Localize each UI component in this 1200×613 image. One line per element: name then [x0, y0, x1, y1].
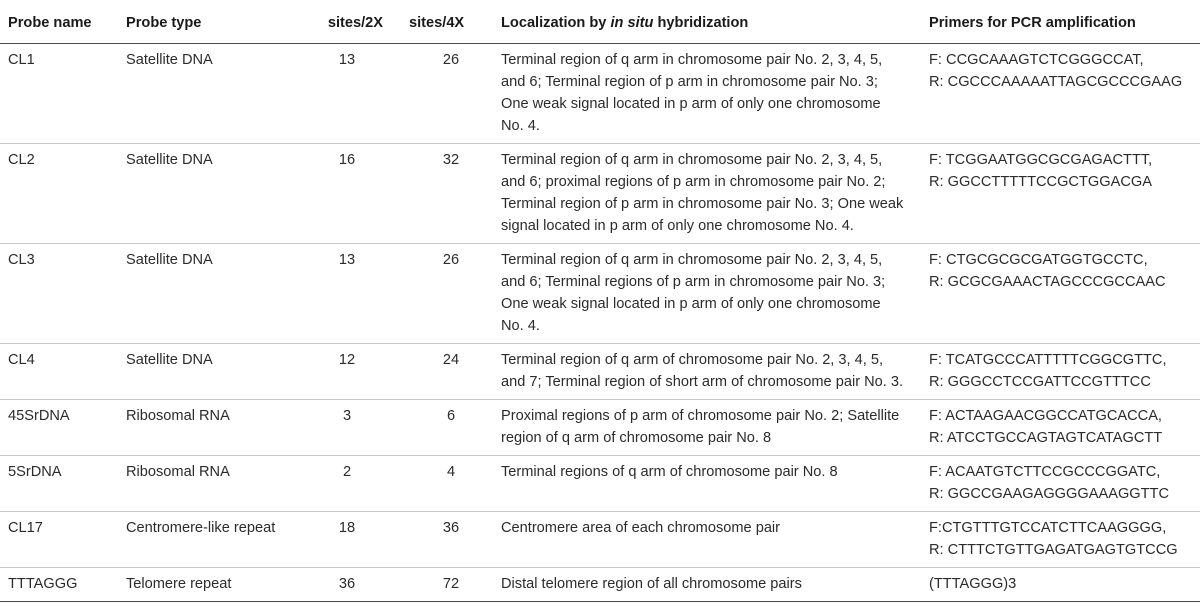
- cell-probe-type: Centromere-like repeat: [118, 512, 293, 568]
- primer-forward: F: CTGCGCGCGATGGTGCCTC,: [929, 252, 1148, 268]
- cell-primers: [921, 456, 1200, 512]
- cell-sites-4x: 32: [401, 144, 501, 244]
- header-probe-name: Probe name: [0, 0, 118, 44]
- cell-sites-4x: 72: [401, 568, 501, 602]
- cell-localization: Terminal region of q arm in chromosome pair No. 2, 3, 4, 5, and 6; proximal regions of p arm in chromosome pair No. 2; Terminal region of p arm in chromosome pair No. 3; One weak signal located in p arm of only one chromosome No. 4.: [501, 144, 921, 244]
- cell-probe-type: Ribosomal RNA: [118, 400, 293, 456]
- cell-sites-2x: 18: [293, 512, 401, 568]
- cell-sites-2x: 13: [293, 244, 401, 344]
- header-localization-post: hybridization: [653, 15, 749, 31]
- cell-primers: [921, 568, 1200, 602]
- cell-localization: Terminal region of q arm in chromosome pair No. 2, 3, 4, 5, and 6; Terminal regions of p arm in chromosome pair No. 3; One weak signal located in p arm of only one chromosome No. 4.: [501, 244, 921, 344]
- primer-reverse: R: GGCCGAAGAGGGGAAAGGTTC: [929, 486, 1170, 502]
- primer-forward: F: TCGGAATGGCGCGAGACTTT,: [929, 152, 1153, 168]
- cell-primers: [921, 244, 1200, 344]
- cell-sites-2x: 36: [293, 568, 401, 602]
- cell-probe-type: Telomere repeat: [118, 568, 293, 602]
- table-row: [0, 456, 1200, 512]
- cell-primers: [921, 144, 1200, 244]
- cell-localization: Distal telomere region of all chromosome pairs: [501, 568, 921, 602]
- primer-forward: F: ACAATGTCTTCCGCCCGGATC,: [929, 464, 1161, 480]
- cell-localization: Terminal region of q arm in chromosome pair No. 2, 3, 4, 5, and 6; Terminal region of p arm in chromosome pair No. 3; One weak signal located in p arm of only one chromosome No. 4.: [501, 44, 921, 144]
- table-row: [0, 44, 1200, 144]
- cell-probe-type: Satellite DNA: [118, 344, 293, 400]
- primer-reverse: R: ATCCTGCCAGTAGTCATAGCTT: [929, 430, 1163, 446]
- cell-probe-type: Ribosomal RNA: [118, 456, 293, 512]
- header-localization: [501, 0, 921, 44]
- table-row: [0, 344, 1200, 400]
- table-row: [0, 400, 1200, 456]
- cell-sites-2x: 16: [293, 144, 401, 244]
- header-row: [0, 0, 1200, 44]
- cell-sites-2x: 2: [293, 456, 401, 512]
- cell-localization: Centromere area of each chromosome pair: [501, 512, 921, 568]
- header-sites-4x: sites/4X: [401, 0, 501, 44]
- cell-primers: [921, 44, 1200, 144]
- table-row: [0, 244, 1200, 344]
- cell-probe-name: CL3: [0, 244, 118, 344]
- cell-sites-4x: 24: [401, 344, 501, 400]
- cell-probe-name: CL17: [0, 512, 118, 568]
- table-body: [0, 44, 1200, 602]
- primer-reverse: R: GCGCGAAACTAGCCCGCCAAC: [929, 274, 1166, 290]
- table-row: [0, 568, 1200, 602]
- cell-probe-type: Satellite DNA: [118, 244, 293, 344]
- cell-sites-4x: 36: [401, 512, 501, 568]
- header-localization-pre: Localization by: [501, 15, 611, 31]
- cell-sites-2x: 12: [293, 344, 401, 400]
- primer-forward: F: TCATGCCCATTTTTCGGCGTTC,: [929, 352, 1167, 368]
- cell-probe-name: CL1: [0, 44, 118, 144]
- cell-localization: Terminal region of q arm of chromosome pair No. 2, 3, 4, 5, and 7; Terminal region of short arm of chromosome pair No. 3.: [501, 344, 921, 400]
- cell-sites-4x: 26: [401, 244, 501, 344]
- cell-primers: [921, 344, 1200, 400]
- header-probe-type: Probe type: [118, 0, 293, 44]
- primer-forward: F: CCGCAAAGTCTCGGGCCAT,: [929, 52, 1144, 68]
- cell-sites-4x: 6: [401, 400, 501, 456]
- primer-reverse: R: GGGCCTCCGATTCCGTTTCC: [929, 374, 1151, 390]
- primer-reverse: R: GGCCTTTTTCCGCTGGACGA: [929, 174, 1152, 190]
- table-row: [0, 144, 1200, 244]
- cell-sites-4x: 4: [401, 456, 501, 512]
- cell-probe-type: Satellite DNA: [118, 44, 293, 144]
- header-localization-em: in situ: [610, 15, 654, 31]
- table-row: [0, 512, 1200, 568]
- cell-probe-type: Satellite DNA: [118, 144, 293, 244]
- cell-sites-4x: 26: [401, 44, 501, 144]
- primer-reverse: R: CGCCCAAAAATTAGCGCCCGAAG: [929, 74, 1183, 90]
- header-primers: Primers for PCR amplification: [921, 0, 1200, 44]
- cell-probe-name: 5SrDNA: [0, 456, 118, 512]
- cell-probe-name: TTTAGGG: [0, 568, 118, 602]
- primer-forward: F: ACTAAGAACGGCCATGCACCA,: [929, 408, 1162, 424]
- primer-forward: (TTTAGGG)3: [929, 576, 1017, 592]
- cell-sites-2x: 13: [293, 44, 401, 144]
- table-header: [0, 0, 1200, 44]
- cell-sites-2x: 3: [293, 400, 401, 456]
- cell-localization: Terminal regions of q arm of chromosome pair No. 8: [501, 456, 921, 512]
- header-sites-2x: sites/2X: [293, 0, 401, 44]
- primer-forward: F:CTGTTTGTCCATCTTCAAGGGG,: [929, 520, 1167, 536]
- cell-primers: [921, 512, 1200, 568]
- cell-probe-name: CL4: [0, 344, 118, 400]
- cell-primers: [921, 400, 1200, 456]
- cell-probe-name: 45SrDNA: [0, 400, 118, 456]
- cell-probe-name: CL2: [0, 144, 118, 244]
- primer-reverse: R: CTTTCTGTTGAGATGAGTGTCCG: [929, 542, 1178, 558]
- cell-localization: Proximal regions of p arm of chromosome pair No. 2; Satellite region of q arm of chromosome pair No. 8: [501, 400, 921, 456]
